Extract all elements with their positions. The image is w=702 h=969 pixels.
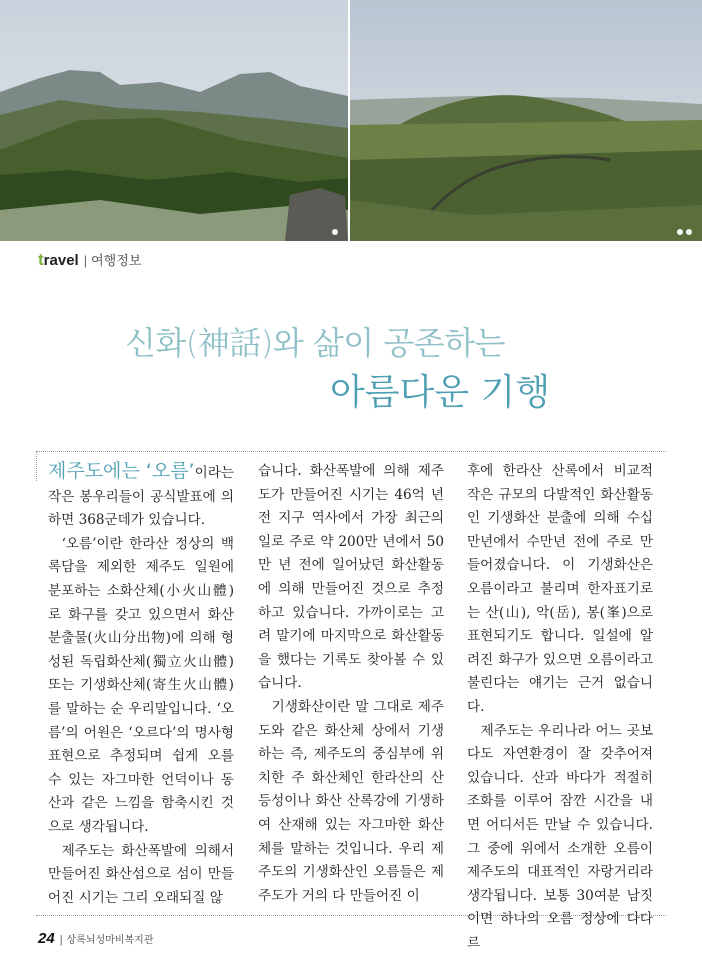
section-tag-separator: |: [83, 253, 88, 268]
article-column-1: [48, 460, 234, 910]
publisher-name: 상록뇌성마비복지관: [66, 935, 154, 946]
article-paragraph: ‘오름’이란 한라산 정상의 백록담을 제외한 제주도 일원에 분포하는 소화산체(小火山體)로 화구를 갖고 있으면서 화산분출물(火山分出物)에 의해 형성된 독립화산체(獨立火山體) 또는 기생화산체(寄生火山體)를 말하는 순 우리말입니다. ‘오름’의 어원은 ‘오르다’의 명사형 표현으로 추정되며 쉽게 오를 수 있는 자그마한 언덕이나 동산과 같은 느낌을 함축시킨 것으로 생각됩니다.: [48, 535, 234, 835]
article-paragraph: 제주도는 우리나라 어느 곳보다도 자연환경이 잘 갖추어져 있습니다. 산과 바다가 적절히 조화를 이루어 잠깐 시간을 내면 어디서든 만날 수 있습니다. 그 중에 위에서 소개한 오름이 제주도의 대표적인 자랑거리라 생각됩니다. 보통 30여분 남짓이면 하나의 오름 정상에 다다르: [467, 722, 653, 951]
photo-index-dot: [332, 229, 338, 235]
article-column-2: [258, 460, 444, 908]
footer-separator: |: [59, 934, 63, 946]
article-paragraph: 후에 한라산 산록에서 비교적 작은 규모의 다발적인 화산활동인 기생화산 분출에 의해 수십 만년에서 수만년 전에 주로 만들어졌습니다. 이 기생화산은 오름이라고 불리며 한자표기로는 산(山), 악(岳), 봉(峯)으로 표현되기도 합니다. 일설에 알려진 화구가 있으면 오름이라고 불린다는 얘기는 근거 없습니다.: [467, 463, 653, 715]
photo-jeju-landscape-right: [350, 0, 702, 241]
section-tag-initial: t: [38, 250, 44, 269]
section-category: 여행정보: [91, 254, 142, 269]
article-column-3: [467, 460, 653, 955]
page-number: 24: [38, 930, 55, 947]
article-paragraph-text: 이라는 작은 봉우리들이 공식발표에 의하면 368군데가 있습니다.: [48, 465, 235, 529]
page-footer: [38, 930, 154, 947]
article-paragraph: 습니다. 화산폭발에 의해 제주도가 만들어진 시기는 46억 년 전 지구 역사에서 가장 최근의 일로 주로 약 200만 년에서 50만 년 전에 일어났던 화산활동에 의해 만들어진 것으로 추정하고 있습니다. 가까이로는 고려 말기에 마지막으로 화산활동을 했다는 기록도 찾아볼 수 있습니다.: [258, 463, 444, 692]
article-title-line2: 아름다운 기행: [330, 372, 551, 413]
photo-jeju-landscape-left: [0, 0, 348, 241]
section-tag-word: ravel: [43, 252, 79, 269]
top-divider: [36, 451, 666, 452]
article-lead: 제주도에는 ‘오름’: [48, 460, 195, 482]
photo-index-dots: [332, 229, 338, 235]
article-title-line1: 신화(神話)와 삶이 공존하는: [125, 324, 506, 362]
photo-index-dot: [686, 229, 692, 235]
photo-index-dot: [677, 229, 683, 235]
section-tag: [38, 250, 141, 270]
left-divider: [36, 451, 37, 481]
photo-index-dots: [677, 229, 692, 235]
article-paragraph: [48, 460, 234, 533]
article-paragraph: 제주도는 화산폭발에 의해서 만들어진 화산섬으로 섬이 만들어진 시기는 그리 오래되질 않: [48, 842, 234, 906]
article-paragraph: 기생화산이란 말 그대로 제주도와 같은 화산체 상에서 기생하는 즉, 제주도의 중심부에 위치한 주 화산체인 한라산의 산등성이나 화산 산록강에 기생하여 산재해 있는 자그마한 화산체를 말하는 것입니다. 우리 제주도의 기생화산인 오름들은 제주도가 거의 다 만들어진 이: [258, 698, 444, 904]
